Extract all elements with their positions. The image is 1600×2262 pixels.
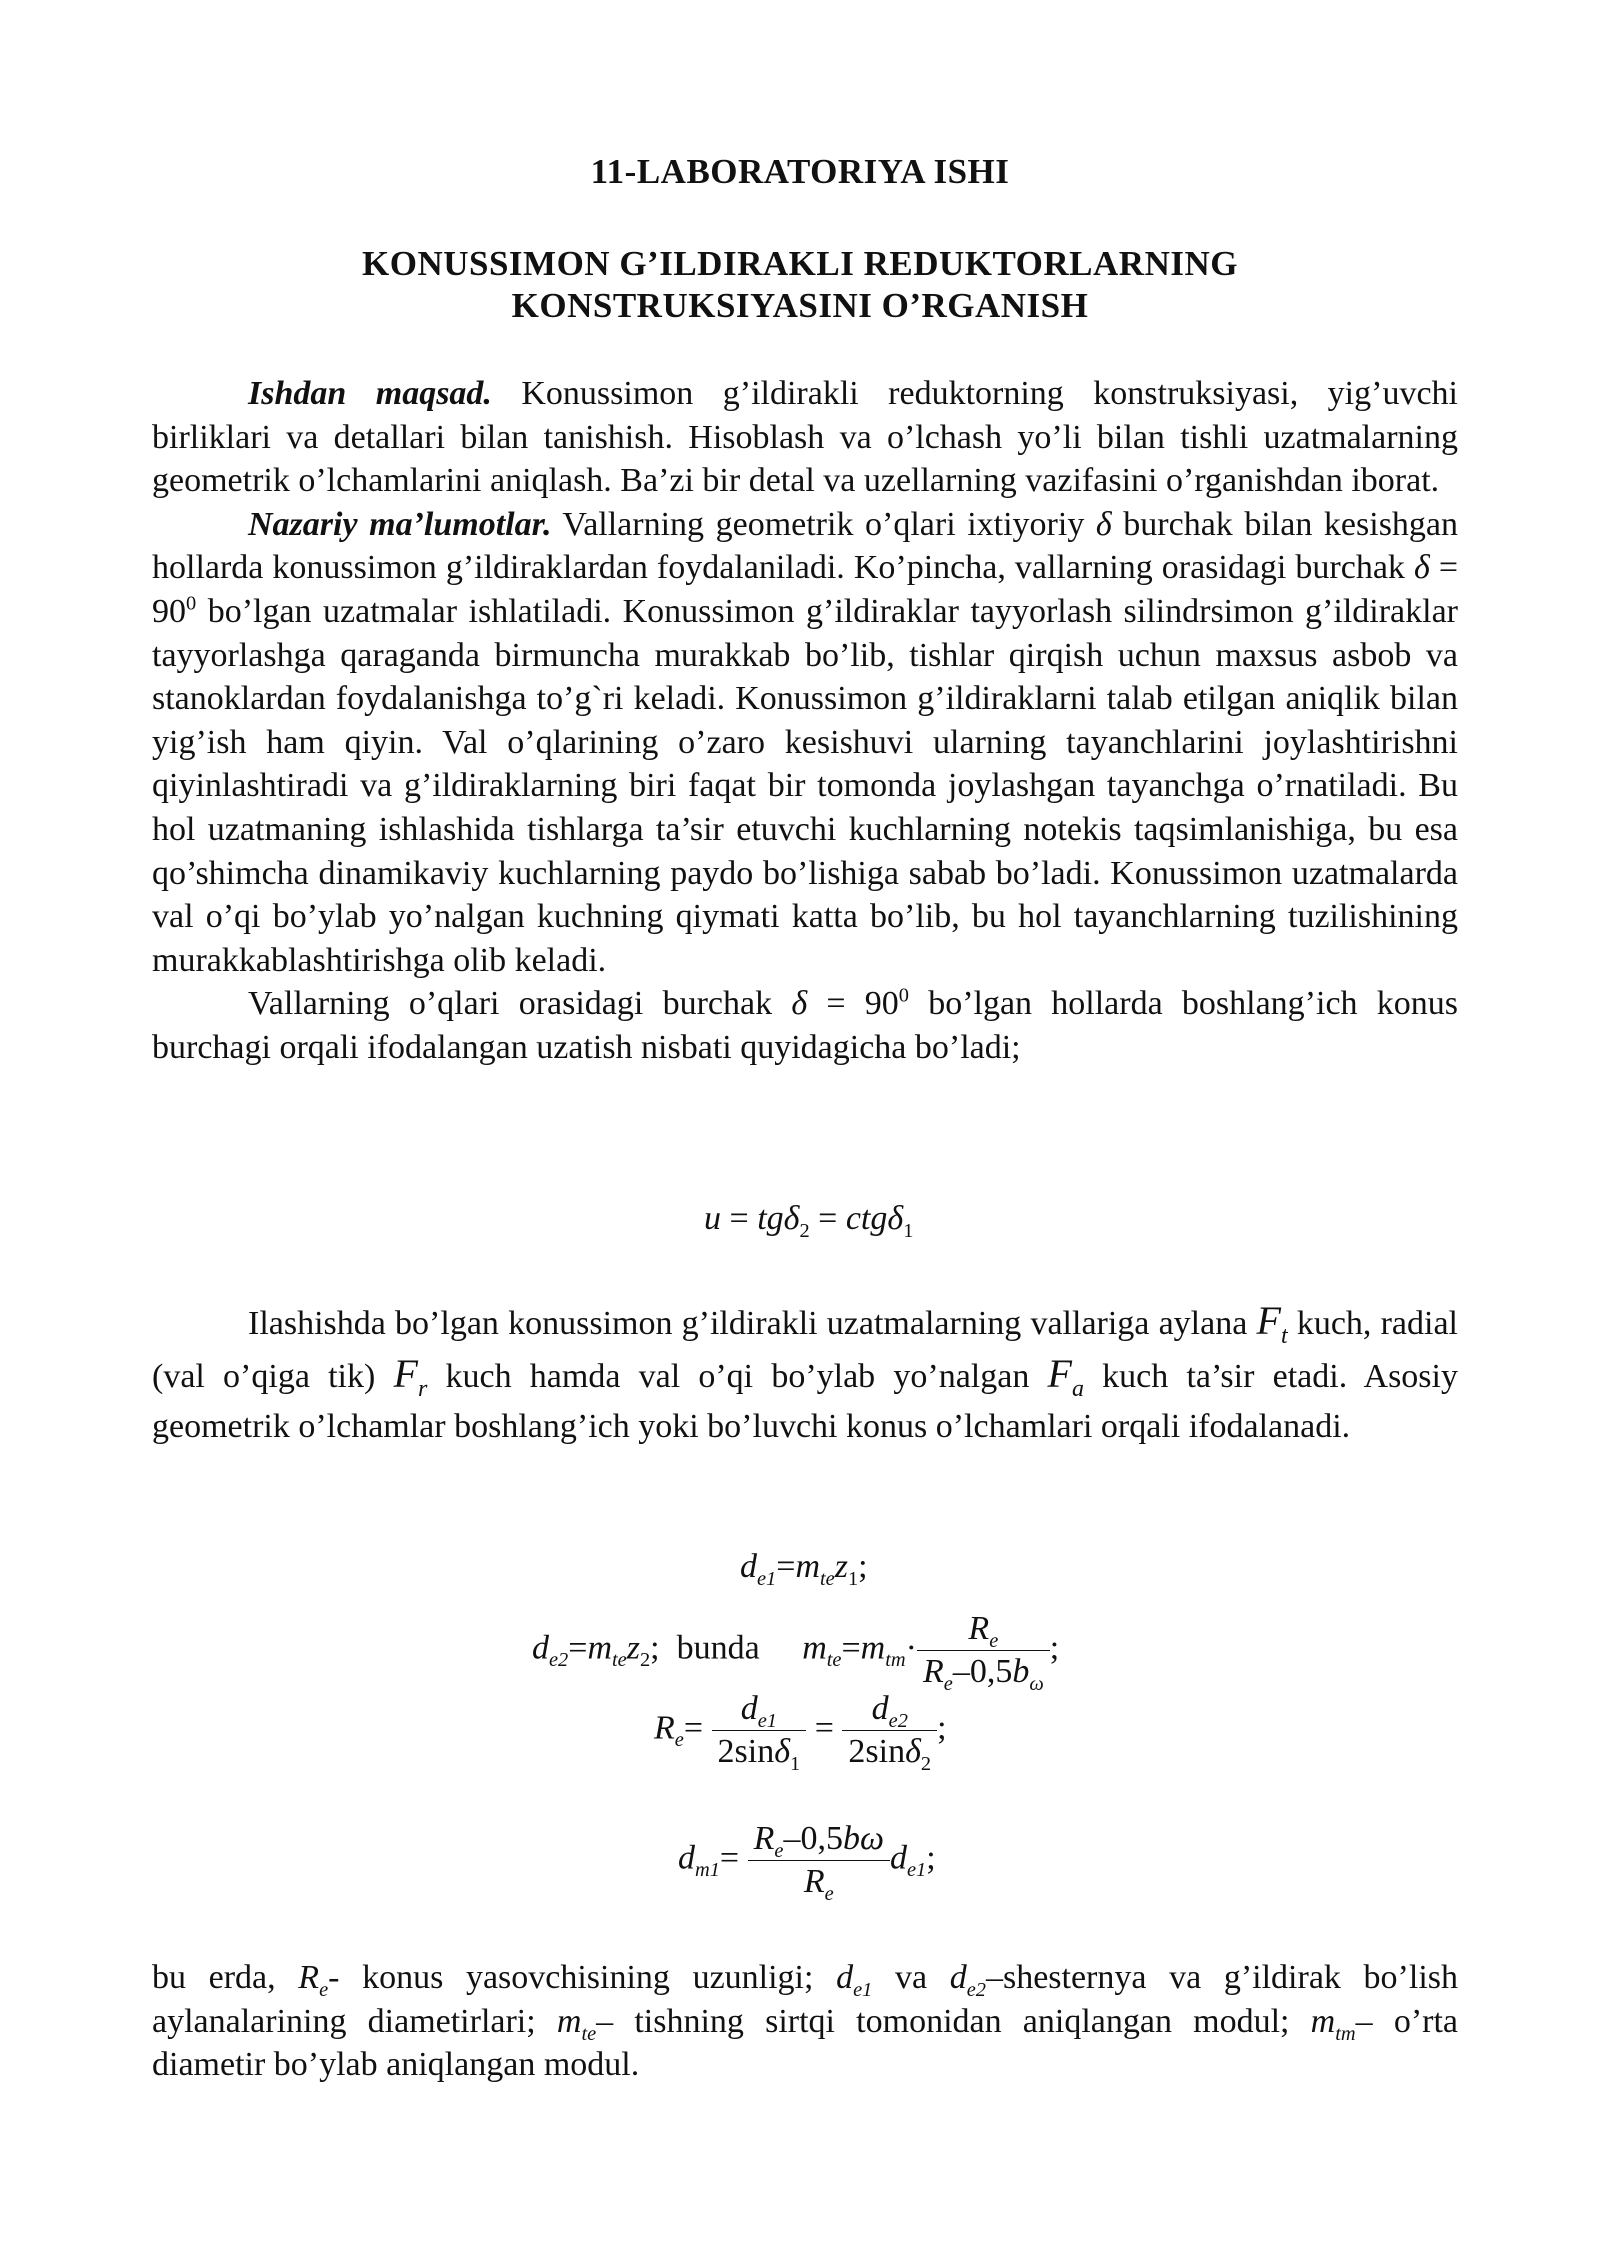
topic-title-line-2: KONSTRUKSIYASINI O’RGANISH xyxy=(511,286,1089,325)
formula-dm1: $d_{m1}=$ $\frac{R_e-0,5b\omega}{R_e}$ $d_{e1}$; xyxy=(678,1820,936,1905)
symbol-de2: $d_{e2}$ xyxy=(949,1959,986,2001)
paragraph-aim: Ishdan maqsad. Konussimon g’ildirakli reduktorning konstruksiyasi, yig’uvchi birliklari va detallari bilan tanishish. Hisoblash va o’lchash yo’li bilan tishli uzatmalarning geometrik o’lchamlarini aniqlash. Ba’zi bir detal va uzellarning vazifasini o’rganishdan iborat. xyxy=(152,375,1458,500)
symbol-de1: $d_{e1}$ xyxy=(836,1959,873,2001)
symbol-mte: $m_{te}$ xyxy=(556,2002,597,2045)
formula-re: $R_e=$ $\frac{d_{e1}}{2\sin\delta_1}$ = $\frac{d_{e2}}{2\sin\delta_2}$ ; xyxy=(654,1690,947,1775)
paragraph-theory: Nazariy ma’lumotlar. Vallarning geometrik o’qlari ixtiyoriy δ burchak bilan kesishgan hollarda konussimon g’ildiraklardan foydalaniladi. Ko’pincha, vallarning orasidagi burchak $\delta = 90^0$ bo’lgan uzatmalar ishlatiladi. Konussimon g’ildiraklar tayyorlash silindrsimon g’ildiraklar tayyorlashga qaraganda birmuncha murakkab bo’lib, tishlar qirqish uchun maxsus asbob va stanoklardan foydalanishga to’g`ri keladi. Konussimon g’ildiraklarni talab etilgan aniqlik bilan yig’ish ham qiyin. Val o’qlarining o’zaro kesishuvi ularning tayanchlarini joylashtirishni qiyinlashtiradi va g’ildiraklarning biri faqat bir tomonda joylashgan tayanchga o’rnatiladi. Bu hol uzatmaning ishlashida tishlarga ta’sir etuvchi kuchlarning notekis taqsimlanishiga, bu esa qo’shimcha dinamikaviy kuchlarning paydo bo’lishiga sabab bo’ladi. Konussimon uzatmalarda val o’qi bo’ylab yo’nalgan kuchning qiymati katta bo’lib, bu hol tayanchlarning tuzilishining murakkablashtirishga olib keladi. xyxy=(152,505,1459,979)
formula-de2-mte: $d_{e2}=m_{te}z_2$; bunda $m_{te}=m_{tm}\cdot$ $\frac{R_e}{R_e-0,5b_\omega}$ ; xyxy=(532,1610,1060,1695)
symbol-re: $R_e$ xyxy=(298,1959,329,2001)
topic-title-line-1: KONUSSIMON G’ILDIRAKLI REDUKTORLARNING xyxy=(362,244,1238,283)
force-fa: $F_a$ xyxy=(1047,1351,1084,1402)
aim-lead: Ishdan maqsad. xyxy=(248,375,492,412)
body-text-main xyxy=(152,372,1458,1070)
lab-title: 11-LABORATORIYA ISHI xyxy=(590,152,1010,191)
paragraph-forces: Ilashishda bo’lgan konussimon g’ildirakli uzatmalarning vallariga aylana $F_t$ kuch, radial (val o’qiga tik) $F_r$ kuch hamda val o’qi bo’ylab yo’nalgan $F_a$ kuch ta’sir etadi. Asosiy geometrik o’lchamlar boshlang’ich yoki bo’luvchi konus o’lchamlari orqali ifodalanadi. xyxy=(152,1298,1458,1445)
paragraph-ratio-intro: Vallarning o’qlari orasidagi burchak $\delta = 90^0$ bo’lgan hollarda boshlang’ich konus burchagi orqali ifodalangan uzatish nisbati quyidagicha bo’ladi; xyxy=(152,984,1458,1066)
force-fr: $F_r$ xyxy=(393,1351,428,1402)
symbol-mtm: $m_{tm}$ xyxy=(1310,2002,1356,2045)
formula-de1: $d_{e1}=m_{te}z_1$; xyxy=(740,1548,868,1590)
force-ft: $F_t$ xyxy=(1256,1298,1288,1349)
delta-90-formula: δ xyxy=(1413,549,1430,587)
delta-symbol: δ xyxy=(1095,505,1112,543)
formula-gear-ratio: u = tgδ$_2$ = ctgδ$_1$ xyxy=(704,1200,914,1242)
theory-lead: Nazariy ma’lumotlar. xyxy=(248,505,552,543)
paragraph-definitions: bu erda, $R_e-$ konus yasovchisining uzunligi; $d_{e1}$ va $d_{e2}$–shesternya va g’ildirak bo’lish aylanalarining diametirlari; $m_{te}-$ tishning sirtqi tomonidan aniqlangan modul; $m_{tm}-$ o’rta diametir bo’ylab aniqlangan modul. xyxy=(152,1959,1459,2084)
